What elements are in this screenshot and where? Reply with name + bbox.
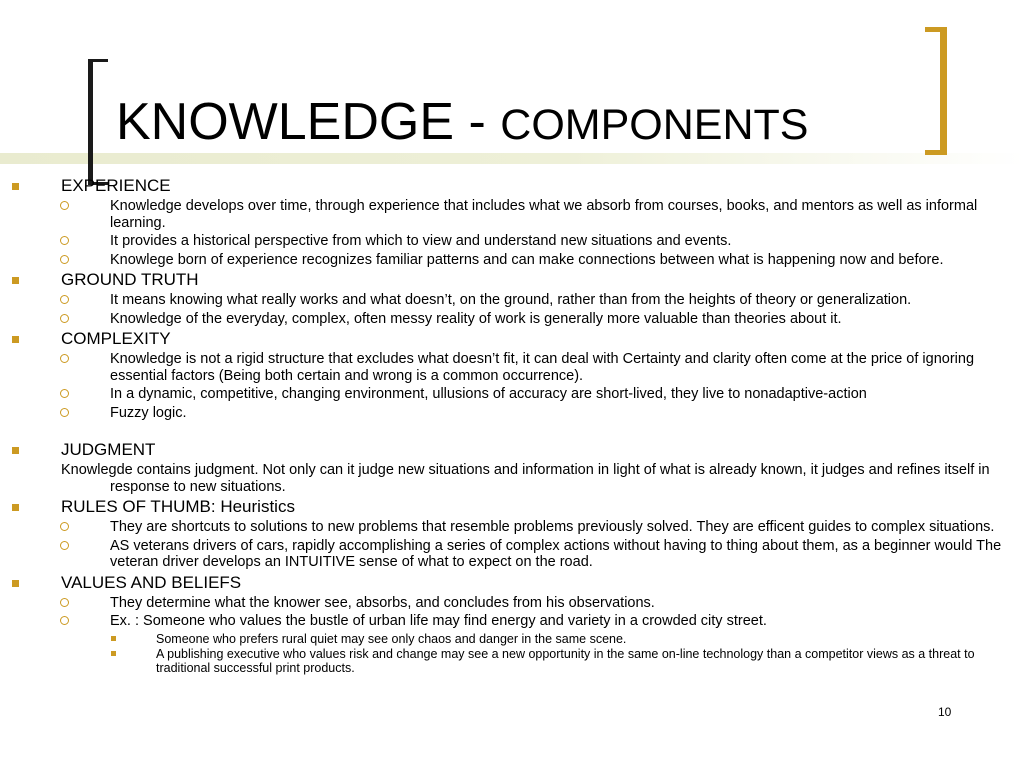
sub-bullet [0,595,1024,612]
bullet-heading: COMPLEXITY [61,329,171,348]
square-bullet-icon [12,277,19,284]
slide-title [116,93,809,151]
sub-bullet-text: In a dynamic, competitive, changing environment, ullusions of accuracy are short-lived, they live to nonadaptive-action [110,386,867,402]
sub-bullet [0,233,1024,250]
sub-bullet [0,519,1024,536]
sub-bullet [0,252,1024,269]
circle-bullet-icon [60,255,69,264]
sub-bullet [0,405,1024,422]
sub-bullet-text: Knowledge develops over time, through experience that includes what we absorb from courses, books, and mentors as well as informal learning. [110,198,978,231]
circle-bullet-icon [60,408,69,417]
sub-bullet-text: They determine what the knower see, absorbs, and concludes from his observations. [110,594,655,611]
sub-bullet [0,386,1024,403]
sub-bullet [0,351,1024,384]
sub-bullet-text: Knowlege born of experience recognizes familiar patterns and can make connections between what is happening now and before. [110,251,944,268]
sub-bullet-text: Ex. : Someone who values the bustle of urban life may find energy and variety in a crowded city street. [110,613,767,629]
circle-bullet-icon [60,598,69,607]
circle-bullet-icon [60,354,69,363]
bullet-heading: EXPERIENCE [61,176,171,195]
circle-bullet-icon [60,541,69,550]
slide-title-sub: COMPONENTS [500,101,809,149]
sub-bullet-text: It provides a historical perspective from which to view and understand new situations and events. [110,233,732,249]
slide-body [0,176,1024,676]
sub-sub-bullet [0,632,1024,646]
circle-bullet-icon [60,389,69,398]
bullet-heading: GROUND TRUTH [61,270,199,289]
sub-bullet-text: Fuzzy logic. [110,404,187,421]
sub-bullet-text: Knowledge of the everyday, complex, often messy reality of work is generally more valuable than theories about it. [110,310,842,327]
circle-bullet-icon [60,314,69,323]
bullet-heading: VALUES AND BELIEFS [61,572,242,592]
sub-bullet-text: AS veterans drivers of cars, rapidly accomplishing a series of complex actions without having to thing about them, as a beginner would The veteran driver develops an INTUITIVE sense of what to expect on the road. [110,537,1002,570]
page-number: 10 [938,705,952,719]
bullet-heading: JUDGMENT [61,440,156,459]
sub-sub-bullet-text: A publishing executive who values risk and change may see a new opportunity in the same on-line technology than a competitor views as a threat to traditional successful print products. [156,646,975,675]
sub-bullet-text: Knowledge is not a rigid structure that excludes what doesn’t fit, it can deal with Certainty and clarity often come at the price of ignoring essential factors (Being both certain and wrong is a common occurrence). [110,351,975,384]
sub-bullet [0,311,1024,328]
circle-bullet-icon [60,201,69,210]
square-bullet-icon [12,580,19,587]
title-underline-stripe [0,153,1024,164]
judgment-paragraph: Knowlegde contains judgment. Not only can it judge new situations and information in light of what is already known, it judges and refines itself in response to new situations. [61,462,990,495]
slide-title-main: KNOWLEDGE - [116,93,501,151]
sub-bullet [0,292,1024,309]
sub-sub-bullet-text: Someone who prefers rural quiet may see only chaos and danger in the same scene. [156,631,627,646]
sub-sub-bullet [0,647,1024,675]
circle-bullet-icon [60,522,69,531]
bullet-complexity [0,329,1024,349]
square-bullet-icon [12,336,19,343]
circle-bullet-icon [60,295,69,304]
circle-bullet-icon [60,616,69,625]
square-bullet-icon [12,183,19,190]
small-square-bullet-icon [111,651,116,656]
bullet-heading: RULES OF THUMB: Heuristics [61,497,295,516]
bullet-ground-truth [0,270,1024,290]
square-bullet-icon [12,504,19,511]
bullet-judgment [0,440,1024,460]
square-bullet-icon [12,447,19,454]
sub-bullet-text: They are shortcuts to solutions to new problems that resemble problems previously solved. They are efficent guides to complex situations. [110,519,995,535]
bullet-experience [0,176,1024,196]
bullet-values-and-beliefs [0,573,1024,593]
sub-bullet [0,198,1024,231]
left-bracket-decoration [88,59,108,185]
spacer [0,423,1024,440]
sub-bullet [0,538,1024,571]
circle-bullet-icon [60,236,69,245]
bullet-rules-of-thumb [0,497,1024,517]
small-square-bullet-icon [111,636,116,641]
sub-bullet [0,613,1024,630]
sub-bullet-text: It means knowing what really works and what doesn’t, on the ground, rather than from the heights of theory or generalization. [110,292,912,308]
right-bracket-decoration [925,27,947,155]
